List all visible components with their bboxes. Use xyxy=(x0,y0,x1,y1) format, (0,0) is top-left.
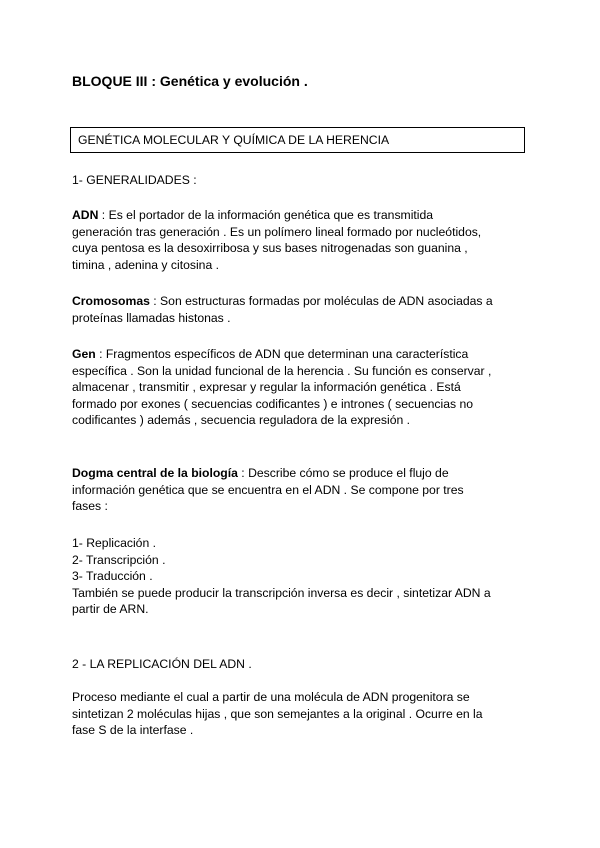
gen-line-4: codificantes ) además , secuencia reguladora de la expresión . xyxy=(72,413,411,427)
adn-paragraph xyxy=(72,207,542,273)
gen-paragraph xyxy=(72,346,542,429)
list-item: 1- Replicación . xyxy=(72,536,156,550)
cromosomas-line-0: : Son estructuras formadas por moléculas de ADN asociadas a xyxy=(149,294,493,308)
replication-line-2: fase S de la interfase . xyxy=(72,723,194,737)
reverse-note-line-1: partir de ARN. xyxy=(72,602,149,616)
cromosomas-paragraph xyxy=(72,293,542,326)
dogma-term: Dogma central de la biología xyxy=(72,466,238,480)
replication-paragraph xyxy=(72,689,542,739)
gen-line-1: específica . Son la unidad funcional de la herencia . Su función es conservar , xyxy=(72,363,492,378)
gen-line-2: almacenar , transmitir , expresar y regular la información genética . Está xyxy=(72,380,461,394)
section1-heading: 1- GENERALIDADES : xyxy=(72,173,197,187)
replication-line-0: Proceso mediante el cual a partir de una molécula de ADN progenitora se xyxy=(72,690,470,704)
adn-line-0: : Es el portador de la información genética que es transmitida xyxy=(98,208,434,222)
list-item: 2- Transcripción . xyxy=(72,552,166,567)
dogma-paragraph xyxy=(72,465,542,515)
adn-term: ADN xyxy=(72,208,99,222)
page-title: BLOQUE III : Genética y evolución . xyxy=(72,73,308,89)
section2-heading: 2 - LA REPLICACIÓN DEL ADN . xyxy=(72,657,252,671)
adn-line-3: timina , adenina y citosina . xyxy=(72,257,220,272)
gen-line-3: formado por exones ( secuencias codificantes ) e intrones ( secuencias no xyxy=(72,396,474,411)
dogma-line-2: fases : xyxy=(72,499,108,513)
phases-list xyxy=(72,535,542,618)
cromosomas-term: Cromosomas xyxy=(72,294,150,308)
replication-line-1: sintetizan 2 moléculas hijas , que son semejantes a la original . Ocurre en la xyxy=(72,706,483,721)
cromosomas-line-1: proteínas llamadas histonas . xyxy=(72,310,231,325)
adn-line-2: cuya pentosa es la desoxirribosa y sus bases nitrogenadas son guanina , xyxy=(72,241,468,255)
reverse-note-line-0: También se puede producir la transcripción inversa es decir , sintetizar ADN a xyxy=(72,585,491,600)
boxed-heading: GENÉTICA MOLECULAR Y QUÍMICA DE LA HERENCIA xyxy=(78,133,390,147)
dogma-line-1: información genética que se encuentra en el ADN . Se compone por tres xyxy=(72,482,464,497)
dogma-line-0: : Describe cómo se produce el flujo de xyxy=(237,466,449,480)
gen-line-0: : Fragmentos específicos de ADN que determinan una característica xyxy=(95,347,469,361)
gen-term: Gen xyxy=(72,347,96,361)
section-box xyxy=(70,127,525,153)
list-item: 3- Traducción . xyxy=(72,569,153,583)
adn-line-1: generación tras generación . Es un polímero lineal formado por nucleótidos, xyxy=(72,224,482,239)
